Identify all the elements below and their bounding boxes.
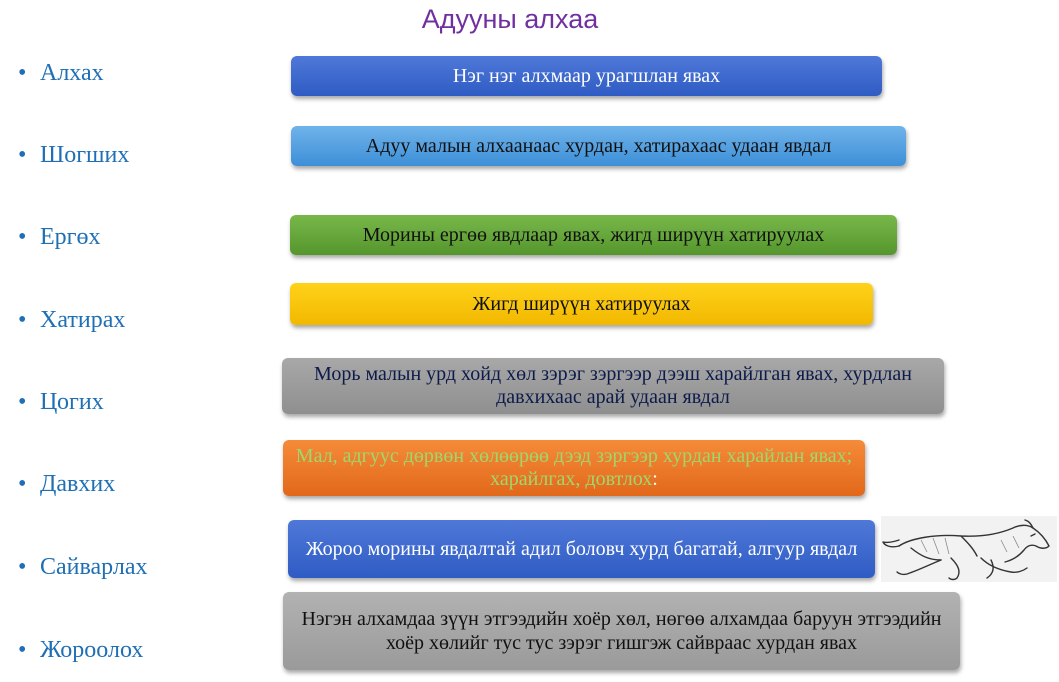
definition-text: Нэг нэг алхмаар урагшлан явах bbox=[452, 64, 721, 87]
term-1 bbox=[18, 58, 248, 88]
definition-box-8 bbox=[283, 592, 960, 670]
bullet: • bbox=[18, 554, 27, 580]
term-4 bbox=[18, 305, 248, 335]
bullet: • bbox=[18, 637, 27, 663]
definition-text: Жигд ширүүн хатируулах bbox=[472, 292, 691, 315]
term-label: Алхах bbox=[40, 60, 104, 86]
term-3 bbox=[18, 222, 248, 252]
definition-box-4 bbox=[290, 283, 873, 325]
term-label: Шогших bbox=[40, 142, 130, 168]
definition-colon: : bbox=[652, 468, 658, 490]
term-label: Сайварлах bbox=[40, 554, 148, 580]
slide-title: Адууны алхаа bbox=[421, 4, 599, 34]
definition-text: Морины ергөө явдлаар явах, жигд ширүүн хатируулах bbox=[362, 223, 825, 246]
definition-text: Адуу малын алхаанаас хурдан, хатирахаас удаан явдал bbox=[365, 134, 832, 157]
definition-box-5 bbox=[282, 358, 944, 414]
running-horse-sketch bbox=[881, 516, 1057, 582]
bullet: • bbox=[18, 307, 27, 333]
definition-box-7 bbox=[288, 520, 875, 578]
definition-text: Нэгэн алхамдаа зүүн этгээдийн хоёр хөл, нөгөө алхамдаа баруун этгээдийн хоёр хөлийг тус тус зэрэг гишгэж сайвраас хурдан явах bbox=[301, 608, 942, 654]
horse-drawing-icon bbox=[881, 516, 1057, 582]
term-7 bbox=[18, 552, 248, 582]
bullet: • bbox=[18, 60, 27, 86]
term-6 bbox=[18, 469, 248, 499]
term-label: Жороолох bbox=[40, 637, 144, 663]
term-label: Цогих bbox=[40, 389, 104, 415]
definition-text: Мал, адгуус дөрвөн хөлөөрөө дээд зэргээр хурдан харайлан явах; харайлгах, довтлох bbox=[295, 445, 853, 490]
bullet: • bbox=[18, 224, 27, 250]
bullet: • bbox=[18, 389, 27, 415]
bullet: • bbox=[18, 142, 27, 168]
definition-text: Жороо морины явдалтай адил боловч хурд багатай, алгуур явдал bbox=[305, 537, 858, 560]
definition-box-6 bbox=[283, 440, 865, 496]
term-label: Хатирах bbox=[40, 307, 126, 333]
term-label: Давхих bbox=[40, 471, 116, 497]
definition-box-1 bbox=[291, 56, 882, 96]
definition-box-2 bbox=[291, 126, 906, 166]
definition-text: Морь малын урд хойд хөл зэрэг зэргээр дээш харайлган явах, хурдлан давхихаас арай удаан явдал bbox=[314, 363, 912, 408]
definition-box-3 bbox=[290, 215, 897, 255]
term-2 bbox=[18, 140, 248, 170]
term-5 bbox=[18, 387, 248, 417]
bullet: • bbox=[18, 471, 27, 497]
term-label: Ергөх bbox=[40, 224, 101, 250]
term-8 bbox=[18, 635, 248, 665]
